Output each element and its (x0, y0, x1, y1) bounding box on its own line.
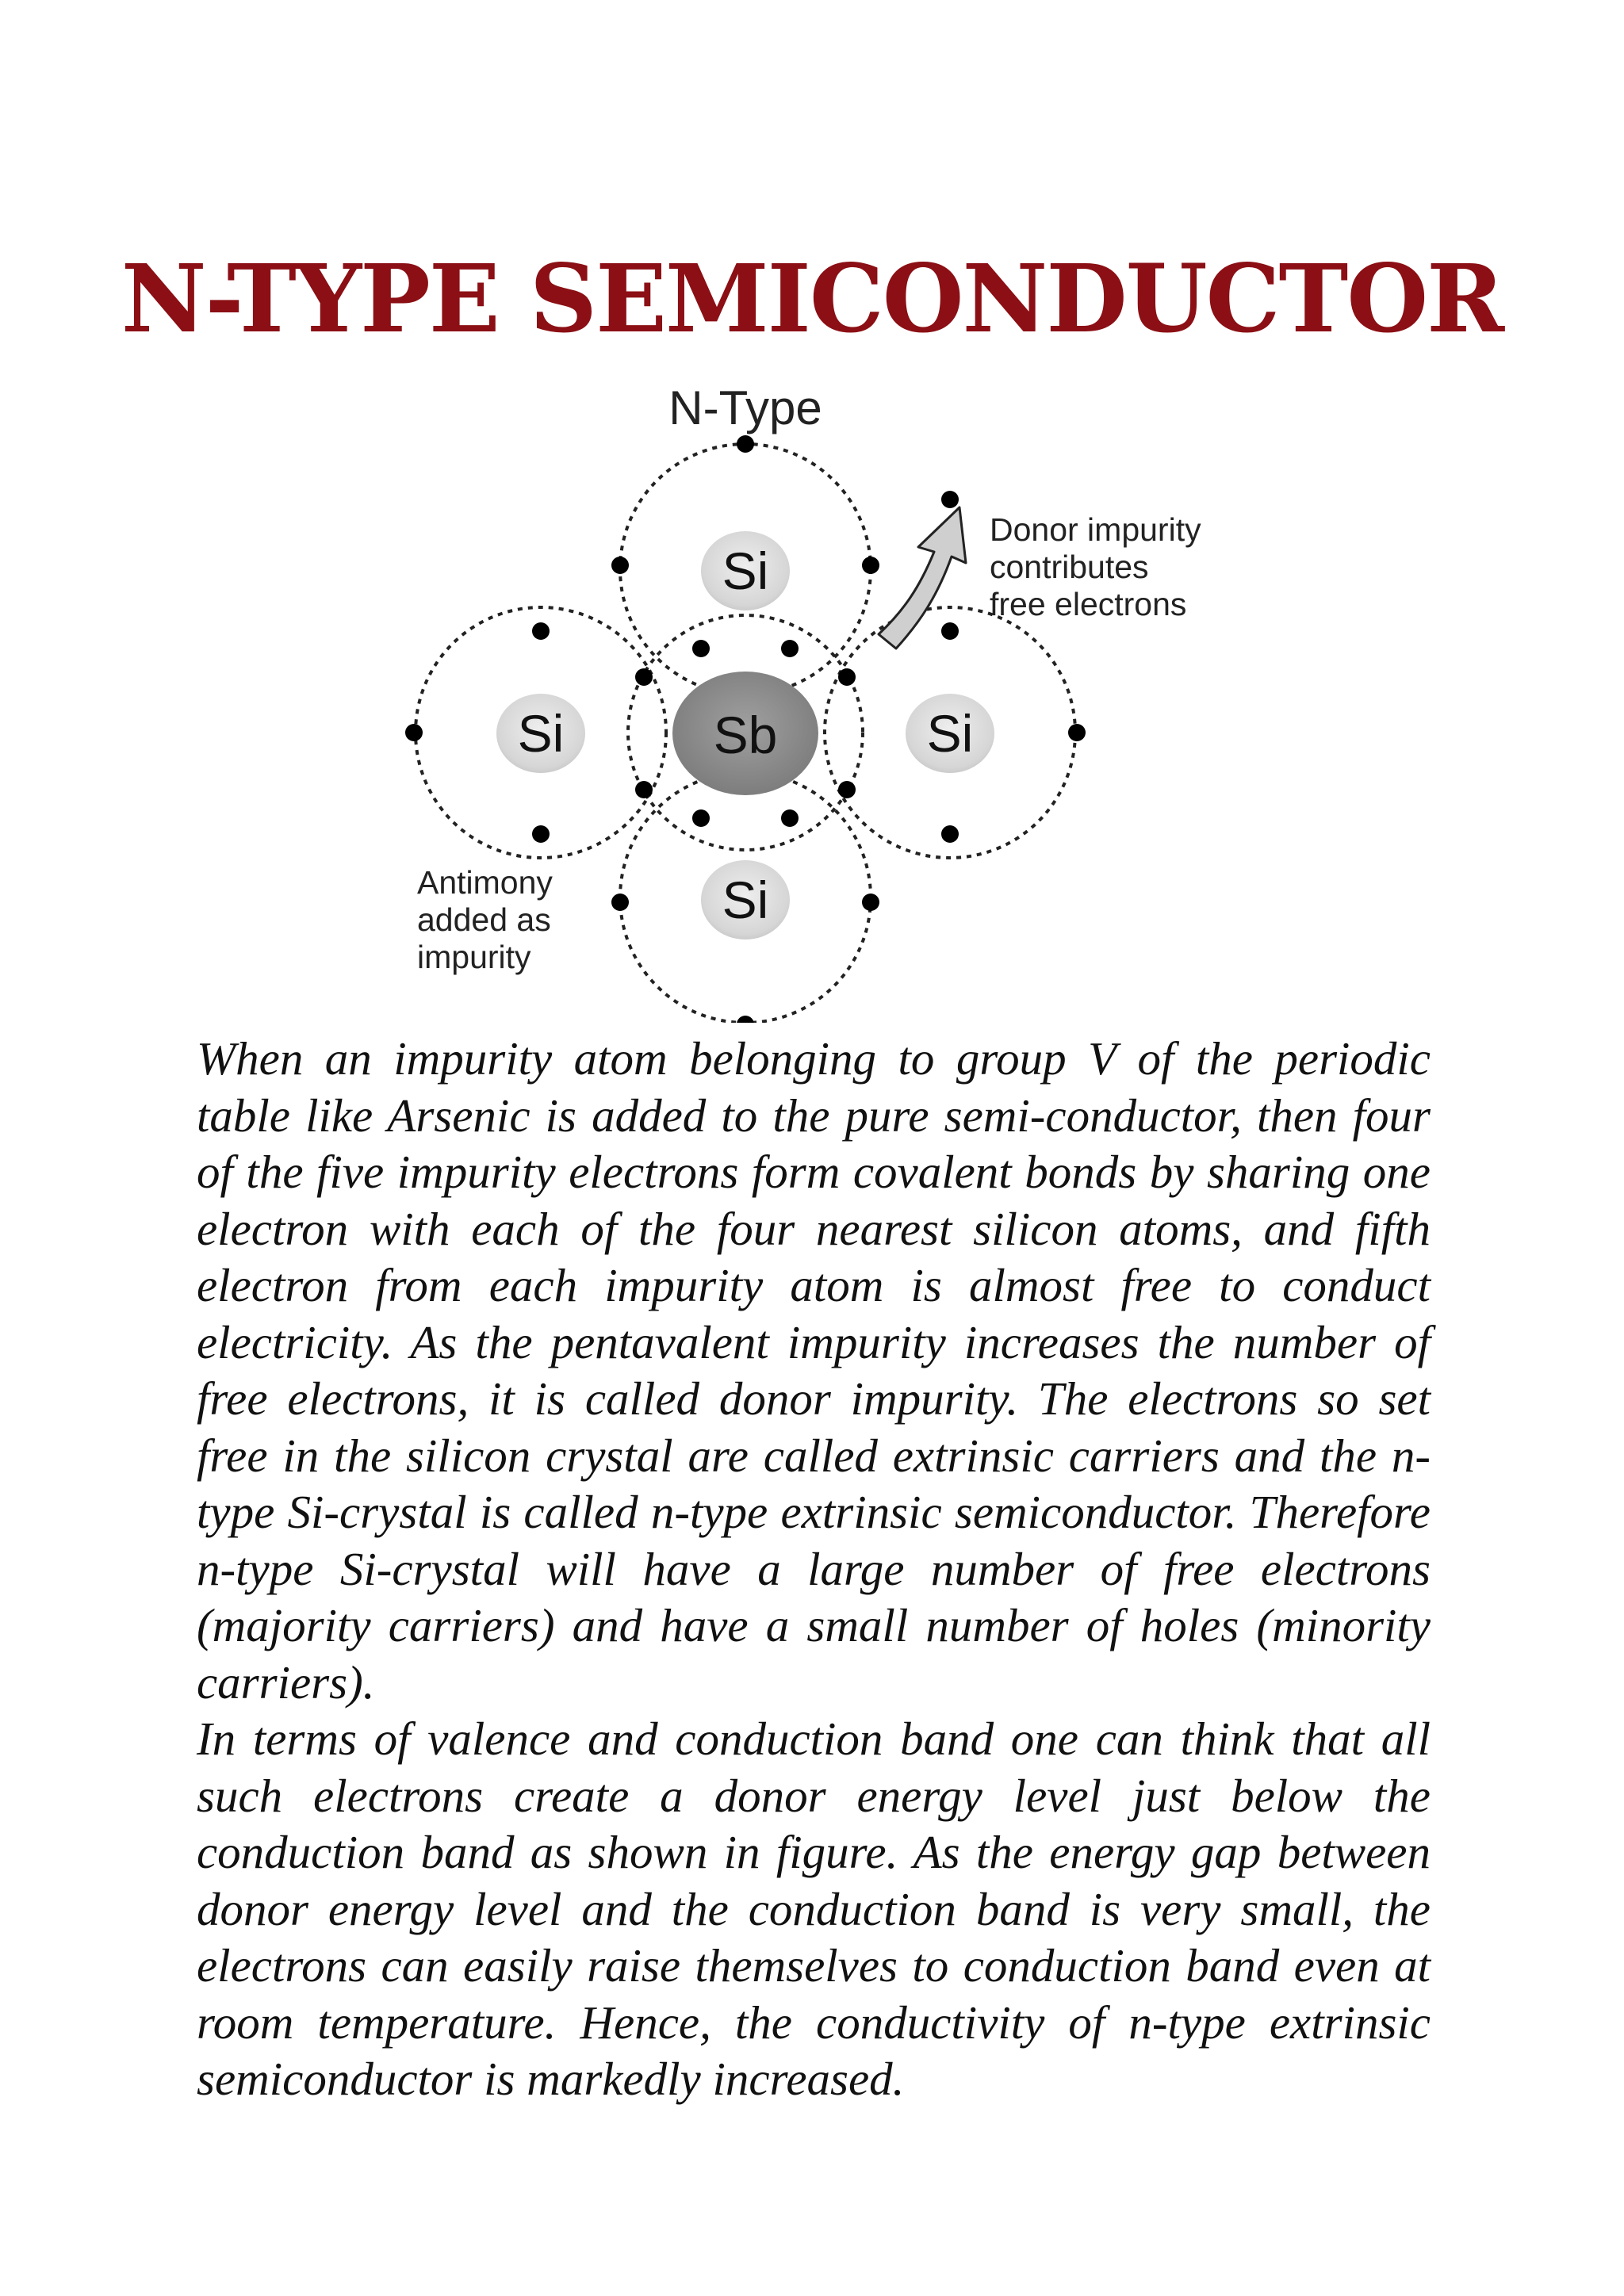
n-type-diagram (349, 365, 1300, 1023)
electron (941, 825, 959, 843)
electron (692, 640, 710, 657)
diagram-heading: N-Type (668, 381, 822, 434)
electron (737, 435, 754, 453)
atom-right-label: Si (926, 704, 974, 763)
electron (781, 640, 799, 657)
electron (941, 622, 959, 640)
paragraph-2: In terms of valence and conduction band one can think that all such electrons create a donor energy level just below the conduction band as shown in figure. As the energy gap between donor energy level and the conduction band is very small, the electrons can easily raise themselves to conduction band even at room temperature. Hence, the conductivity of n-type extrinsic semiconductor is markedly increased. (197, 1712, 1431, 2105)
electron (532, 622, 550, 640)
electron (838, 668, 856, 686)
electron (635, 781, 653, 798)
electron (532, 825, 550, 843)
antimony-label-line-1: Antimony (417, 864, 553, 901)
body-text (197, 1031, 1431, 2108)
electron (862, 894, 879, 911)
page-title: N-TYPE SEMICONDUCTOR (121, 243, 1503, 354)
electron (611, 557, 629, 574)
electron (1068, 724, 1086, 741)
atom-bottom-label: Si (722, 871, 769, 929)
donor-label-line-2: contributes (990, 549, 1149, 585)
antimony-label-line-3: impurity (417, 939, 531, 975)
electron (737, 1016, 754, 1023)
electron (781, 809, 799, 827)
electron (611, 894, 629, 911)
atom-top-label: Si (722, 541, 769, 600)
donor-label-line-1: Donor impurity (990, 511, 1201, 548)
electron (692, 809, 710, 827)
donor-label-line-3: free electrons (990, 586, 1187, 622)
atom-center-label: Sb (713, 706, 778, 764)
antimony-label-line-2: added as (417, 901, 551, 938)
electron (838, 781, 856, 798)
electron (635, 668, 653, 686)
electron (862, 557, 879, 574)
free-electron (941, 491, 959, 508)
atom-left-label: Si (517, 704, 565, 763)
paragraph-1: When an impurity atom belonging to group V of the periodic table like Arsenic is added to the pure semi-conductor, then four of the five impurity electrons form covalent bonds by sharing one electron with each of the four nearest silicon atoms, and fifth electron from each impurity atom is almost free to conduct electricity. As the pentavalent impurity increases the number of free electrons, it is called donor impurity. The electrons so set free in the silicon crystal are called extrinsic carriers and the n-type Si-crystal is called n-type extrinsic semiconductor. Therefore n-type Si-crystal will have a large number of free electrons (majority carriers) and have a small number of holes (minority carriers). (197, 1032, 1431, 1709)
electron (405, 724, 423, 741)
